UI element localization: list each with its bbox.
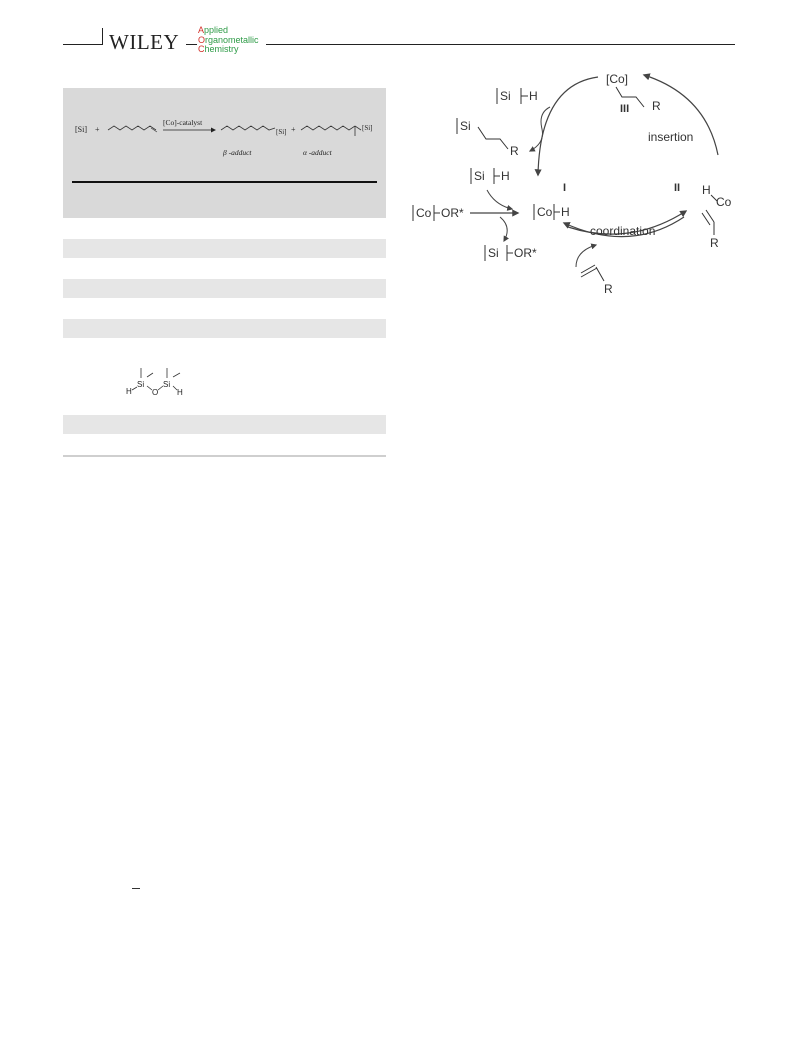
r-top-label: R xyxy=(652,99,661,113)
reaction-scheme xyxy=(63,88,386,178)
product-chain xyxy=(478,127,508,149)
plus-sign: + xyxy=(95,125,100,134)
alkene-r-bond xyxy=(596,267,604,281)
plus-sign-2: + xyxy=(291,125,296,134)
siloxane-si2: Si xyxy=(163,380,171,389)
catalyst-label: [Co]-catalyst xyxy=(163,118,203,127)
alpha-adduct-si: [Si] xyxy=(362,124,373,132)
beta-adduct-structure xyxy=(221,126,275,130)
ii-h: H xyxy=(702,183,711,197)
header-rule-right xyxy=(266,44,735,45)
octene-structure xyxy=(108,126,156,130)
si-h-mid-h: H xyxy=(501,169,510,183)
alkene-bond-b xyxy=(581,268,597,277)
product-release-arrow xyxy=(530,107,550,151)
alkene-bond-a xyxy=(581,265,595,273)
product-si: Si xyxy=(460,119,471,133)
si1-methyl-right xyxy=(147,373,153,377)
table-row xyxy=(63,415,386,434)
reaction-arrowhead xyxy=(211,128,216,133)
beta-adduct-si: [Si] xyxy=(276,128,287,136)
table-top-rule xyxy=(72,181,377,183)
co-h-h: H xyxy=(561,205,570,219)
si-or-si: Si xyxy=(488,246,499,260)
silylation-arc xyxy=(538,77,598,175)
siloxane-h2: H xyxy=(177,388,183,397)
siloxane-structure xyxy=(120,360,200,405)
co-or-or: OR* xyxy=(441,206,464,220)
table-row xyxy=(63,239,386,258)
logo-dash xyxy=(186,44,197,45)
table-bottom-rule xyxy=(63,455,386,457)
insertion-label: insertion xyxy=(648,130,694,144)
alpha-si-bond xyxy=(355,126,361,130)
journal-line-1: Applied xyxy=(198,25,229,35)
alkene-entry-arrow xyxy=(576,245,596,267)
si-or-exit-arrow xyxy=(500,217,507,241)
alpha-adduct-label: α -adduct xyxy=(303,148,332,157)
co-top-label: [Co] xyxy=(606,72,629,86)
si-h-mid-si: Si xyxy=(474,169,485,183)
product-r: R xyxy=(510,144,519,158)
alpha-adduct-structure xyxy=(301,126,355,130)
coordination-label: coordination xyxy=(590,224,656,238)
journal-line-2: Organometallic xyxy=(198,34,259,45)
journal-line-3: Chemistry xyxy=(198,44,239,54)
table-row xyxy=(63,279,386,298)
co-or-co: Co xyxy=(416,206,432,220)
catalytic-cycle-diagram xyxy=(400,55,780,305)
minus-mark xyxy=(132,888,140,889)
siloxane-h1: H xyxy=(126,387,132,396)
si-h-entry-arrow xyxy=(487,190,512,209)
silane-reagent: [Si] xyxy=(75,125,87,134)
header-rule-left xyxy=(63,44,103,45)
si-h-top-si: Si xyxy=(500,89,511,103)
ii-co: Co xyxy=(716,195,732,209)
siloxane-o: O xyxy=(152,388,159,397)
si-or-or: OR* xyxy=(514,246,537,260)
journal-name xyxy=(198,26,259,55)
label-I: I xyxy=(563,182,567,194)
ii-r: R xyxy=(710,236,719,250)
journal-header xyxy=(0,0,793,60)
label-III: III xyxy=(620,103,630,115)
si2-methyl-right xyxy=(173,373,180,377)
si-h-top-h: H xyxy=(529,89,538,103)
table-row xyxy=(63,319,386,338)
alkene-r: R xyxy=(604,282,613,296)
label-II: II xyxy=(674,182,681,194)
header-tick xyxy=(102,28,103,44)
beta-adduct-label: β -adduct xyxy=(223,148,252,157)
siloxane-si1: Si xyxy=(137,380,145,389)
publisher-logo: WILEY xyxy=(109,30,180,54)
co-h-co: Co xyxy=(537,205,553,219)
